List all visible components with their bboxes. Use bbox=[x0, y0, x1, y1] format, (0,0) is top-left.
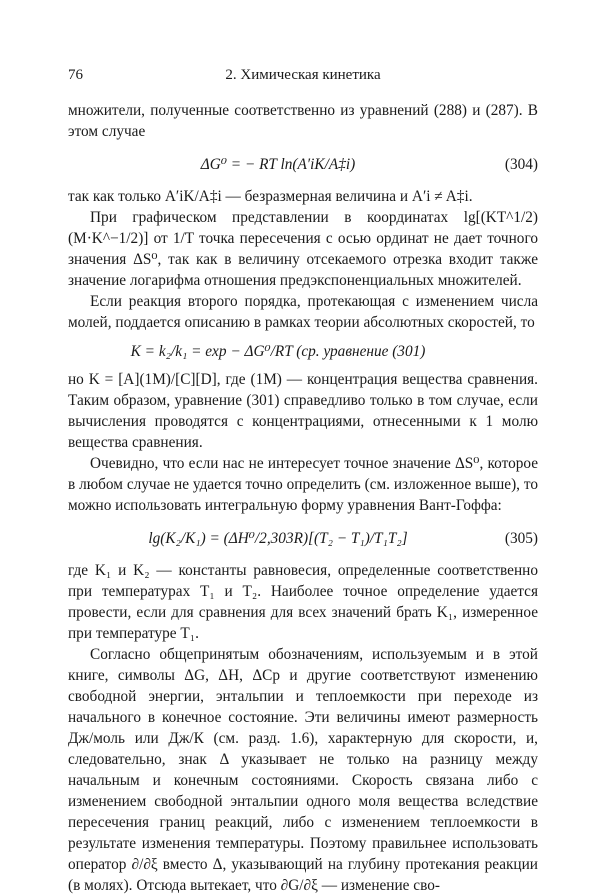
equation-number: (304) bbox=[504, 155, 538, 173]
equation-text: lg(K₂/K₁) = (ΔH⁰/2,303R)[(T₂ − T₁)/T₁T₂] bbox=[148, 529, 408, 547]
paragraph: Если реакция второго порядка, протекающая с изменением числа молей, поддается описанию в рамках теории абсолютных скоростей, то bbox=[68, 293, 538, 331]
equation-number: (305) bbox=[504, 529, 538, 547]
page-number: 76 bbox=[68, 67, 83, 83]
paragraph: Согласно общепринятым обозначениям, используемым и в этой книге, символы ΔG, ΔH, ΔCp и другие соответствуют изменению свободной энергии, энтальпии и теплоемкости при переходе из начального в конечное состояние. Эти величины имеют размерность Дж/моль или Дж/К (см. разд. 1.6), характерную для скорости, и, следовательно, знак Δ указывает не только на разницу между начальным и конечным состояниями. Скорость связана либо с изменением свободной энтальпии одного моля вещества вследствие пересечения границ реакций, либо с изменением теплоемкости в результате изменения температуры. Поэтому правильнее использовать оператор ∂/∂ξ вместо Δ, указывающий на глубину протекания реакции (в молях). Отсюда вытекает, что ∂G/∂ξ — изменение сво- bbox=[68, 646, 538, 894]
equation-301-ref bbox=[68, 337, 538, 365]
paragraph: где K₁ и K₂ — константы равновесия, определенные соответственно при температурах T₁ и T₂. Наиболее точное определение удается провести, если для сравнения для всех значений брать K₁, измеренное при температуре T₁. bbox=[68, 562, 538, 642]
paragraph: Очевидно, что если нас не интересует точное значение ΔS⁰, которое в любом случае не удается точно определить (см. изложенное выше), то можно использовать интегральную форму уравнения Вант-Гоффа: bbox=[68, 455, 538, 514]
chapter-title: 2. Химическая кинетика bbox=[225, 67, 381, 83]
paragraph: но K = [A](1M)/[C][D], где (1M) — концентрация вещества сравнения. Таким образом, уравнение (301) справедливо только в том случае, если вычисления проводятся с концентрациями, отнесенными к 1 молю вещества сравнения. bbox=[68, 371, 538, 451]
paragraph: так как только A′iK/A‡i — безразмерная величина и A′i ≠ A‡i. bbox=[68, 188, 473, 205]
equation-305 bbox=[68, 522, 538, 554]
paragraph: множители, полученные соответственно из уравнений (288) и (287). В этом случае bbox=[68, 102, 538, 140]
page-header bbox=[68, 67, 538, 87]
equation-text: K = k₂/k₁ = exp − ΔG⁰/RT (ср. уравнение (301) bbox=[130, 342, 426, 360]
page-body bbox=[68, 100, 538, 896]
equation-text: ΔG⁰ = − RT ln(A′iK/A‡i) bbox=[200, 155, 356, 173]
paragraph: При графическом представлении в координатах lg[(KT^1/2) (M·K^−1/2)] от 1/T точка пересечения с осью ординат не дает точного значения ΔS⁰, так как в величину отсекаемого отрезка входит также значение логарифма отношения предэкспоненциальных множителей. bbox=[68, 209, 538, 289]
equation-304 bbox=[68, 148, 538, 180]
